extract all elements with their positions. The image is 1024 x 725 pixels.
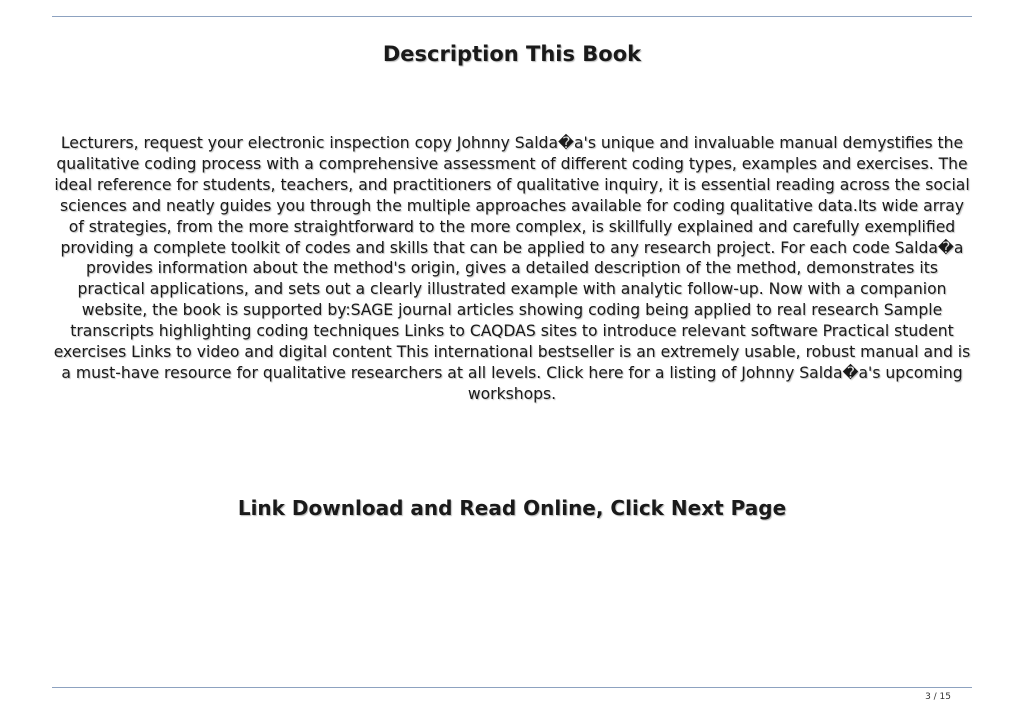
page-title: Description This Book xyxy=(382,42,642,66)
book-description: Lecturers, request your electronic inspection copy Johnny Salda�a's unique and invaluable manual demystifies the qualitative coding process with a comprehensive assessment of different coding types, examples and exercises. The ideal reference for students, teachers, and practitioners of qualitative inquiry, it is essential reading across the social sciences and neatly guides you through the multiple approaches available for coding qualitative data.Its wide array of strategies, from the more straightforward to the more complex, is skillfully explained and carefully exemplified providing a complete toolkit of codes and skills that can be applied to any research project. For each code Salda�a provides information about the method's origin, gives a detailed description of the method, demonstrates its practical applications, and sets out a clearly illustrated example with analytic follow-up. Now with a companion website, the book is supported by:SAGE journal articles showing coding being applied to real research Sample transcripts highlighting coding techniques Links to CAQDAS sites to introduce relevant software Practical student exercises Links to video and digital content This international bestseller is an extremely usable, robust manual and is a must-have resource for qualitative researchers at all levels. Click here for a listing of Johnny Salda�a's upcoming workshops. xyxy=(53,134,971,403)
header-divider xyxy=(52,16,972,17)
footer-divider xyxy=(52,687,972,688)
page-number: 3 / 15 xyxy=(925,692,951,702)
download-link-heading[interactable]: Link Download and Read Online, Click Next Page xyxy=(237,496,787,520)
